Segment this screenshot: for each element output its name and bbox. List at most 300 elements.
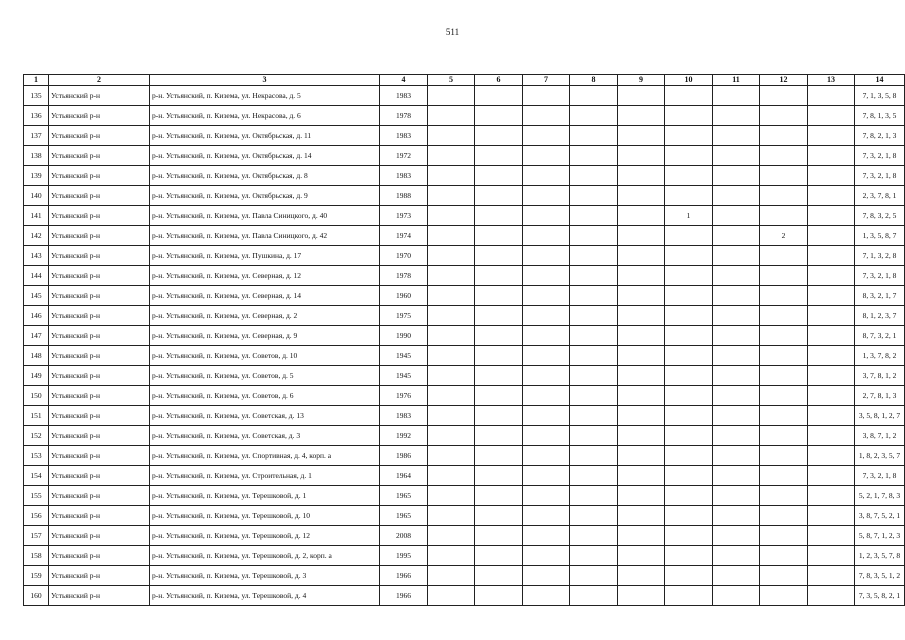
column-11-cell bbox=[713, 466, 760, 486]
year-cell: 1965 bbox=[380, 486, 428, 506]
table-row bbox=[24, 426, 905, 446]
column-13-cell bbox=[808, 126, 855, 146]
column-header-6: 6 bbox=[475, 75, 523, 86]
column-9-cell bbox=[618, 306, 665, 326]
column-6-cell bbox=[475, 586, 523, 606]
year-cell: 1978 bbox=[380, 106, 428, 126]
column-10-cell bbox=[665, 306, 713, 326]
year-cell: 1970 bbox=[380, 246, 428, 266]
column-13-cell bbox=[808, 286, 855, 306]
column-header-9: 9 bbox=[618, 75, 665, 86]
codes-cell: 7, 3, 2, 1, 8 bbox=[855, 266, 905, 286]
row-number: 153 bbox=[24, 446, 49, 466]
column-7-cell bbox=[523, 106, 570, 126]
codes-cell: 7, 8, 3, 5, 1, 2 bbox=[855, 566, 905, 586]
year-cell: 1986 bbox=[380, 446, 428, 466]
row-number: 138 bbox=[24, 146, 49, 166]
column-6-cell bbox=[475, 306, 523, 326]
district-cell: Устьянский р-н bbox=[49, 466, 150, 486]
column-12-cell bbox=[760, 546, 808, 566]
column-header-5: 5 bbox=[428, 75, 475, 86]
column-11-cell bbox=[713, 266, 760, 286]
column-13-cell bbox=[808, 86, 855, 106]
column-13-cell bbox=[808, 526, 855, 546]
codes-cell: 3, 8, 7, 1, 2 bbox=[855, 426, 905, 446]
row-number: 148 bbox=[24, 346, 49, 366]
column-8-cell bbox=[570, 386, 618, 406]
column-10-cell bbox=[665, 126, 713, 146]
table-row bbox=[24, 326, 905, 346]
column-12-cell bbox=[760, 146, 808, 166]
row-number: 140 bbox=[24, 186, 49, 206]
column-13-cell bbox=[808, 466, 855, 486]
column-8-cell bbox=[570, 426, 618, 446]
column-9-cell bbox=[618, 86, 665, 106]
column-header-4: 4 bbox=[380, 75, 428, 86]
column-5-cell bbox=[428, 206, 475, 226]
column-12-cell bbox=[760, 186, 808, 206]
column-13-cell bbox=[808, 306, 855, 326]
column-10-cell bbox=[665, 426, 713, 446]
column-7-cell bbox=[523, 586, 570, 606]
year-cell: 1974 bbox=[380, 226, 428, 246]
row-number: 147 bbox=[24, 326, 49, 346]
column-5-cell bbox=[428, 226, 475, 246]
column-13-cell bbox=[808, 506, 855, 526]
column-11-cell bbox=[713, 506, 760, 526]
column-6-cell bbox=[475, 226, 523, 246]
column-12-cell bbox=[760, 446, 808, 466]
address-cell: р-н. Устьянский, п. Кизема, ул. Пушкина, д. 17 bbox=[150, 246, 380, 266]
table-row bbox=[24, 386, 905, 406]
row-number: 137 bbox=[24, 126, 49, 146]
column-11-cell bbox=[713, 566, 760, 586]
column-11-cell bbox=[713, 186, 760, 206]
table-row bbox=[24, 186, 905, 206]
codes-cell: 7, 3, 2, 1, 8 bbox=[855, 166, 905, 186]
header-row bbox=[24, 75, 905, 86]
column-7-cell bbox=[523, 186, 570, 206]
codes-cell: 1, 3, 7, 8, 2 bbox=[855, 346, 905, 366]
codes-cell: 7, 3, 2, 1, 8 bbox=[855, 146, 905, 166]
column-9-cell bbox=[618, 266, 665, 286]
year-cell: 1964 bbox=[380, 466, 428, 486]
column-5-cell bbox=[428, 566, 475, 586]
column-7-cell bbox=[523, 466, 570, 486]
column-5-cell bbox=[428, 426, 475, 446]
column-6-cell bbox=[475, 86, 523, 106]
column-8-cell bbox=[570, 186, 618, 206]
column-9-cell bbox=[618, 546, 665, 566]
column-11-cell bbox=[713, 486, 760, 506]
column-7-cell bbox=[523, 226, 570, 246]
column-9-cell bbox=[618, 226, 665, 246]
district-cell: Устьянский р-н bbox=[49, 586, 150, 606]
table-row bbox=[24, 486, 905, 506]
column-9-cell bbox=[618, 346, 665, 366]
column-10-cell bbox=[665, 166, 713, 186]
column-8-cell bbox=[570, 126, 618, 146]
column-11-cell bbox=[713, 586, 760, 606]
column-11-cell bbox=[713, 446, 760, 466]
column-9-cell bbox=[618, 426, 665, 446]
row-number: 149 bbox=[24, 366, 49, 386]
column-12-cell: 2 bbox=[760, 226, 808, 246]
column-7-cell bbox=[523, 446, 570, 466]
year-cell: 1945 bbox=[380, 346, 428, 366]
column-10-cell: 1 bbox=[665, 206, 713, 226]
column-8-cell bbox=[570, 86, 618, 106]
year-cell: 1992 bbox=[380, 426, 428, 446]
year-cell: 1976 bbox=[380, 386, 428, 406]
column-10-cell bbox=[665, 266, 713, 286]
column-13-cell bbox=[808, 386, 855, 406]
column-10-cell bbox=[665, 326, 713, 346]
address-cell: р-н. Устьянский, п. Кизема, ул. Терешковой, д. 1 bbox=[150, 486, 380, 506]
column-10-cell bbox=[665, 226, 713, 246]
column-7-cell bbox=[523, 386, 570, 406]
column-8-cell bbox=[570, 286, 618, 306]
address-cell: р-н. Устьянский, п. Кизема, ул. Северная, д. 2 bbox=[150, 306, 380, 326]
codes-cell: 8, 1, 2, 3, 7 bbox=[855, 306, 905, 326]
table-row bbox=[24, 546, 905, 566]
district-cell: Устьянский р-н bbox=[49, 346, 150, 366]
codes-cell: 3, 8, 7, 5, 2, 1 bbox=[855, 506, 905, 526]
column-9-cell bbox=[618, 486, 665, 506]
address-cell: р-н. Устьянский, п. Кизема, ул. Терешковой, д. 3 bbox=[150, 566, 380, 586]
column-8-cell bbox=[570, 586, 618, 606]
column-header-10: 10 bbox=[665, 75, 713, 86]
district-cell: Устьянский р-н bbox=[49, 406, 150, 426]
year-cell: 1965 bbox=[380, 506, 428, 526]
district-cell: Устьянский р-н bbox=[49, 446, 150, 466]
column-8-cell bbox=[570, 166, 618, 186]
district-cell: Устьянский р-н bbox=[49, 386, 150, 406]
column-13-cell bbox=[808, 346, 855, 366]
district-cell: Устьянский р-н bbox=[49, 226, 150, 246]
table-row bbox=[24, 466, 905, 486]
column-9-cell bbox=[618, 406, 665, 426]
year-cell: 1983 bbox=[380, 86, 428, 106]
codes-cell: 5, 2, 1, 7, 8, 3 bbox=[855, 486, 905, 506]
year-cell: 1983 bbox=[380, 166, 428, 186]
column-13-cell bbox=[808, 106, 855, 126]
column-header-8: 8 bbox=[570, 75, 618, 86]
address-cell: р-н. Устьянский, п. Кизема, ул. Советов, д. 6 bbox=[150, 386, 380, 406]
column-8-cell bbox=[570, 146, 618, 166]
column-header-11: 11 bbox=[713, 75, 760, 86]
column-5-cell bbox=[428, 486, 475, 506]
column-11-cell bbox=[713, 246, 760, 266]
row-number: 158 bbox=[24, 546, 49, 566]
column-8-cell bbox=[570, 306, 618, 326]
column-12-cell bbox=[760, 486, 808, 506]
table-row bbox=[24, 146, 905, 166]
column-13-cell bbox=[808, 266, 855, 286]
column-7-cell bbox=[523, 366, 570, 386]
district-cell: Устьянский р-н bbox=[49, 146, 150, 166]
column-7-cell bbox=[523, 266, 570, 286]
column-9-cell bbox=[618, 466, 665, 486]
column-10-cell bbox=[665, 586, 713, 606]
column-5-cell bbox=[428, 126, 475, 146]
column-12-cell bbox=[760, 306, 808, 326]
address-cell: р-н. Устьянский, п. Кизема, ул. Советская, д. 13 bbox=[150, 406, 380, 426]
column-7-cell bbox=[523, 146, 570, 166]
year-cell: 1966 bbox=[380, 566, 428, 586]
district-cell: Устьянский р-н bbox=[49, 526, 150, 546]
column-5-cell bbox=[428, 546, 475, 566]
table-row bbox=[24, 86, 905, 106]
column-8-cell bbox=[570, 366, 618, 386]
row-number: 154 bbox=[24, 466, 49, 486]
column-11-cell bbox=[713, 306, 760, 326]
column-12-cell bbox=[760, 206, 808, 226]
column-12-cell bbox=[760, 386, 808, 406]
column-7-cell bbox=[523, 546, 570, 566]
column-12-cell bbox=[760, 366, 808, 386]
column-10-cell bbox=[665, 106, 713, 126]
column-12-cell bbox=[760, 326, 808, 346]
address-cell: р-н. Устьянский, п. Кизема, ул. Строительная, д. 1 bbox=[150, 466, 380, 486]
column-9-cell bbox=[618, 186, 665, 206]
column-8-cell bbox=[570, 406, 618, 426]
column-header-2: 2 bbox=[49, 75, 150, 86]
column-9-cell bbox=[618, 166, 665, 186]
column-11-cell bbox=[713, 126, 760, 146]
row-number: 146 bbox=[24, 306, 49, 326]
column-11-cell bbox=[713, 166, 760, 186]
column-13-cell bbox=[808, 406, 855, 426]
column-12-cell bbox=[760, 106, 808, 126]
table-row bbox=[24, 346, 905, 366]
table-row bbox=[24, 366, 905, 386]
column-13-cell bbox=[808, 586, 855, 606]
column-6-cell bbox=[475, 326, 523, 346]
column-header-13: 13 bbox=[808, 75, 855, 86]
column-7-cell bbox=[523, 246, 570, 266]
column-13-cell bbox=[808, 486, 855, 506]
year-cell: 1990 bbox=[380, 326, 428, 346]
column-12-cell bbox=[760, 286, 808, 306]
column-7-cell bbox=[523, 306, 570, 326]
table-row bbox=[24, 166, 905, 186]
column-9-cell bbox=[618, 206, 665, 226]
address-cell: р-н. Устьянский, п. Кизема, ул. Октябрьская, д. 8 bbox=[150, 166, 380, 186]
column-5-cell bbox=[428, 406, 475, 426]
address-cell: р-н. Устьянский, п. Кизема, ул. Терешковой, д. 10 bbox=[150, 506, 380, 526]
column-11-cell bbox=[713, 526, 760, 546]
column-5-cell bbox=[428, 306, 475, 326]
column-5-cell bbox=[428, 286, 475, 306]
address-cell: р-н. Устьянский, п. Кизема, ул. Северная, д. 9 bbox=[150, 326, 380, 346]
column-10-cell bbox=[665, 286, 713, 306]
column-9-cell bbox=[618, 286, 665, 306]
column-6-cell bbox=[475, 426, 523, 446]
column-7-cell bbox=[523, 526, 570, 546]
column-11-cell bbox=[713, 326, 760, 346]
column-10-cell bbox=[665, 386, 713, 406]
column-11-cell bbox=[713, 426, 760, 446]
column-5-cell bbox=[428, 326, 475, 346]
year-cell: 1983 bbox=[380, 406, 428, 426]
address-cell: р-н. Устьянский, п. Кизема, ул. Северная, д. 14 bbox=[150, 286, 380, 306]
column-13-cell bbox=[808, 206, 855, 226]
year-cell: 1945 bbox=[380, 366, 428, 386]
column-6-cell bbox=[475, 286, 523, 306]
column-5-cell bbox=[428, 506, 475, 526]
codes-cell: 7, 3, 5, 8, 2, 1 bbox=[855, 586, 905, 606]
column-10-cell bbox=[665, 486, 713, 506]
column-header-3: 3 bbox=[150, 75, 380, 86]
district-cell: Устьянский р-н bbox=[49, 186, 150, 206]
column-8-cell bbox=[570, 246, 618, 266]
row-number: 156 bbox=[24, 506, 49, 526]
column-5-cell bbox=[428, 466, 475, 486]
column-7-cell bbox=[523, 506, 570, 526]
table-row bbox=[24, 586, 905, 606]
district-cell: Устьянский р-н bbox=[49, 166, 150, 186]
column-8-cell bbox=[570, 546, 618, 566]
codes-cell: 7, 8, 1, 3, 5 bbox=[855, 106, 905, 126]
column-13-cell bbox=[808, 186, 855, 206]
codes-cell: 3, 7, 8, 1, 2 bbox=[855, 366, 905, 386]
district-cell: Устьянский р-н bbox=[49, 506, 150, 526]
column-12-cell bbox=[760, 246, 808, 266]
column-6-cell bbox=[475, 106, 523, 126]
codes-cell: 1, 2, 3, 5, 7, 8 bbox=[855, 546, 905, 566]
column-12-cell bbox=[760, 586, 808, 606]
column-9-cell bbox=[618, 586, 665, 606]
address-cell: р-н. Устьянский, п. Кизема, ул. Павла Синицкого, д. 42 bbox=[150, 226, 380, 246]
column-6-cell bbox=[475, 466, 523, 486]
district-cell: Устьянский р-н bbox=[49, 306, 150, 326]
column-6-cell bbox=[475, 146, 523, 166]
table-row bbox=[24, 206, 905, 226]
row-number: 145 bbox=[24, 286, 49, 306]
row-number: 155 bbox=[24, 486, 49, 506]
row-number: 139 bbox=[24, 166, 49, 186]
district-cell: Устьянский р-н bbox=[49, 546, 150, 566]
column-9-cell bbox=[618, 366, 665, 386]
column-13-cell bbox=[808, 446, 855, 466]
column-12-cell bbox=[760, 346, 808, 366]
column-header-14: 14 bbox=[855, 75, 905, 86]
column-8-cell bbox=[570, 486, 618, 506]
district-cell: Устьянский р-н bbox=[49, 206, 150, 226]
codes-cell: 5, 8, 7, 1, 2, 3 bbox=[855, 526, 905, 546]
year-cell: 1983 bbox=[380, 126, 428, 146]
column-5-cell bbox=[428, 346, 475, 366]
year-cell: 2008 bbox=[380, 526, 428, 546]
column-5-cell bbox=[428, 106, 475, 126]
codes-cell: 7, 1, 3, 2, 8 bbox=[855, 246, 905, 266]
address-cell: р-н. Устьянский, п. Кизема, ул. Октябрьская, д. 14 bbox=[150, 146, 380, 166]
address-cell: р-н. Устьянский, п. Кизема, ул. Спортивная, д. 4, корп. а bbox=[150, 446, 380, 466]
table-row bbox=[24, 286, 905, 306]
column-8-cell bbox=[570, 226, 618, 246]
column-5-cell bbox=[428, 366, 475, 386]
column-5-cell bbox=[428, 526, 475, 546]
column-9-cell bbox=[618, 526, 665, 546]
column-6-cell bbox=[475, 186, 523, 206]
column-13-cell bbox=[808, 146, 855, 166]
column-6-cell bbox=[475, 266, 523, 286]
address-cell: р-н. Устьянский, п. Кизема, ул. Советов, д. 10 bbox=[150, 346, 380, 366]
year-cell: 1995 bbox=[380, 546, 428, 566]
district-cell: Устьянский р-н bbox=[49, 266, 150, 286]
table-row bbox=[24, 106, 905, 126]
column-12-cell bbox=[760, 166, 808, 186]
column-10-cell bbox=[665, 366, 713, 386]
district-cell: Устьянский р-н bbox=[49, 366, 150, 386]
column-7-cell bbox=[523, 206, 570, 226]
column-6-cell bbox=[475, 246, 523, 266]
column-6-cell bbox=[475, 486, 523, 506]
address-cell: р-н. Устьянский, п. Кизема, ул. Октябрьская, д. 9 bbox=[150, 186, 380, 206]
row-number: 143 bbox=[24, 246, 49, 266]
column-13-cell bbox=[808, 566, 855, 586]
column-7-cell bbox=[523, 486, 570, 506]
column-10-cell bbox=[665, 526, 713, 546]
column-5-cell bbox=[428, 246, 475, 266]
row-number: 150 bbox=[24, 386, 49, 406]
column-10-cell bbox=[665, 346, 713, 366]
codes-cell: 7, 3, 2, 1, 8 bbox=[855, 466, 905, 486]
address-cell: р-н. Устьянский, п. Кизема, ул. Советов, д. 5 bbox=[150, 366, 380, 386]
column-12-cell bbox=[760, 126, 808, 146]
column-7-cell bbox=[523, 286, 570, 306]
codes-cell: 7, 8, 2, 1, 3 bbox=[855, 126, 905, 146]
address-cell: р-н. Устьянский, п. Кизема, ул. Терешковой, д. 4 bbox=[150, 586, 380, 606]
codes-cell: 8, 7, 3, 2, 1 bbox=[855, 326, 905, 346]
column-5-cell bbox=[428, 586, 475, 606]
column-9-cell bbox=[618, 386, 665, 406]
year-cell: 1988 bbox=[380, 186, 428, 206]
column-8-cell bbox=[570, 346, 618, 366]
column-13-cell bbox=[808, 166, 855, 186]
address-cell: р-н. Устьянский, п. Кизема, ул. Некрасова, д. 5 bbox=[150, 86, 380, 106]
column-11-cell bbox=[713, 546, 760, 566]
column-8-cell bbox=[570, 326, 618, 346]
district-cell: Устьянский р-н bbox=[49, 126, 150, 146]
column-9-cell bbox=[618, 246, 665, 266]
year-cell: 1978 bbox=[380, 266, 428, 286]
row-number: 136 bbox=[24, 106, 49, 126]
column-11-cell bbox=[713, 406, 760, 426]
codes-cell: 2, 3, 7, 8, 1 bbox=[855, 186, 905, 206]
column-11-cell bbox=[713, 366, 760, 386]
column-9-cell bbox=[618, 106, 665, 126]
column-11-cell bbox=[713, 146, 760, 166]
register-table bbox=[23, 74, 905, 606]
table-row bbox=[24, 526, 905, 546]
column-13-cell bbox=[808, 226, 855, 246]
row-number: 157 bbox=[24, 526, 49, 546]
column-12-cell bbox=[760, 406, 808, 426]
column-7-cell bbox=[523, 166, 570, 186]
column-5-cell bbox=[428, 446, 475, 466]
column-8-cell bbox=[570, 526, 618, 546]
year-cell: 1966 bbox=[380, 586, 428, 606]
column-6-cell bbox=[475, 406, 523, 426]
row-number: 152 bbox=[24, 426, 49, 446]
table-row bbox=[24, 226, 905, 246]
codes-cell: 7, 1, 3, 5, 8 bbox=[855, 86, 905, 106]
column-10-cell bbox=[665, 146, 713, 166]
column-9-cell bbox=[618, 146, 665, 166]
table-row bbox=[24, 506, 905, 526]
